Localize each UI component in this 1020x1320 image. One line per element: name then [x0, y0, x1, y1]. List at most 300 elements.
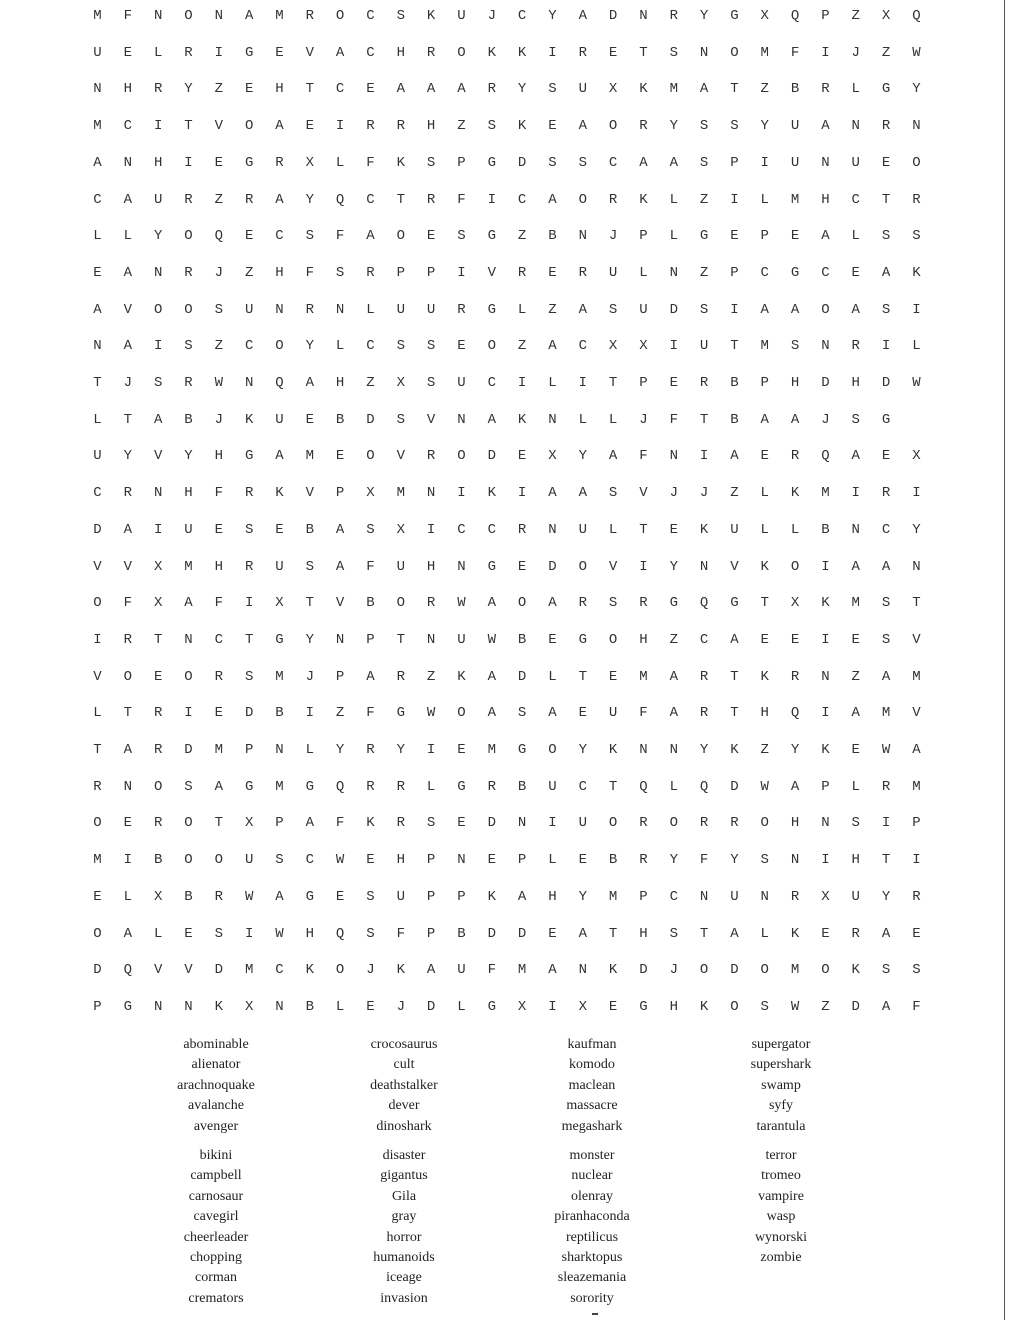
grid-letter: E	[608, 998, 618, 1015]
grid-letter: D	[851, 998, 860, 1015]
grid-letter: Y	[912, 81, 921, 98]
grid-letter: R	[821, 81, 830, 98]
grid-letter: N	[335, 631, 345, 648]
grid-letter: E	[426, 228, 436, 245]
grid-letter: U	[396, 888, 405, 905]
grid-letter: J	[608, 228, 618, 245]
word-list-item: swamp	[761, 1077, 801, 1093]
grid-letter: A	[669, 705, 678, 722]
word-group	[681, 1035, 881, 1137]
grid-letter: S	[244, 521, 254, 538]
word-list-item: alienator	[191, 1057, 241, 1073]
grid-letter: D	[639, 962, 648, 979]
grid-letter: S	[517, 705, 527, 722]
word-list-item: piranhaconda	[554, 1209, 630, 1225]
grid-letter: I	[426, 742, 436, 758]
grid-letter: I	[93, 631, 102, 648]
grid-letter: K	[366, 815, 375, 832]
grid-letter: S	[396, 338, 405, 355]
grid-letter: A	[335, 521, 345, 538]
grid-letter: O	[578, 558, 587, 575]
grid-letter: O	[548, 742, 557, 758]
word-list	[0, 1030, 1020, 1320]
grid-letter: T	[730, 705, 739, 722]
word-list-item: cavegirl	[193, 1209, 239, 1225]
word-group	[116, 1146, 316, 1309]
grid-letter: X	[153, 595, 163, 612]
grid-letter: W	[790, 998, 800, 1015]
grid-letter: C	[578, 338, 587, 355]
grid-letter: K	[639, 81, 648, 98]
grid-letter: E	[305, 411, 314, 428]
grid-letter: I	[214, 44, 224, 61]
grid-letter: E	[669, 375, 678, 391]
grid-letter: R	[214, 668, 224, 685]
grid-letter: J	[214, 264, 224, 281]
grid-letter: V	[912, 705, 921, 722]
grid-letter: P	[275, 815, 284, 832]
grid-letter: M	[305, 448, 314, 465]
grid-letter: H	[335, 375, 345, 391]
grid-letter: B	[305, 998, 314, 1015]
grid-letter: Z	[760, 742, 769, 758]
grid-letter: A	[790, 301, 800, 318]
grid-letter: X	[244, 815, 254, 832]
grid-letter: Y	[669, 852, 678, 869]
grid-letter: Q	[821, 448, 830, 465]
grid-letter: L	[517, 301, 527, 318]
grid-letter: H	[153, 154, 163, 171]
grid-letter: Y	[578, 448, 587, 465]
grid-letter: J	[214, 411, 224, 428]
word-list-item: arachnoquake	[177, 1077, 255, 1093]
grid-letter: P	[639, 888, 648, 905]
grid-letter: I	[153, 338, 163, 355]
grid-letter: K	[275, 485, 284, 502]
word-list-item: corman	[195, 1270, 237, 1286]
word-list-item: bikini	[199, 1147, 233, 1163]
grid-letter: A	[578, 485, 587, 502]
grid-letter: O	[153, 301, 163, 318]
grid-letter: I	[881, 338, 891, 355]
grid-letter: B	[730, 411, 739, 428]
grid-letter: Y	[123, 448, 133, 465]
grid-letter: A	[578, 118, 587, 135]
grid-letter: A	[548, 705, 557, 722]
grid-letter: M	[244, 962, 254, 979]
grid-letter: I	[912, 485, 921, 502]
grid-letter: H	[275, 81, 284, 98]
grid-letter: B	[730, 375, 739, 391]
grid-letter: N	[851, 521, 860, 538]
word-list-item: chopping	[189, 1249, 243, 1265]
grid-letter: I	[821, 44, 830, 61]
grid-letter: G	[275, 631, 284, 648]
grid-letter: A	[305, 375, 314, 391]
grid-letter: Q	[335, 778, 345, 795]
grid-letter: E	[214, 154, 224, 171]
grid-letter: K	[760, 668, 769, 685]
grid-letter: I	[548, 998, 557, 1015]
grid-letter: E	[881, 154, 891, 171]
grid-letter: A	[881, 925, 891, 942]
word-group	[304, 1146, 504, 1309]
word-list-item: tromeo	[761, 1168, 801, 1184]
grid-letter: C	[487, 375, 496, 391]
grid-letter: Q	[123, 962, 133, 979]
grid-letter: A	[548, 595, 557, 612]
grid-letter: R	[912, 888, 921, 905]
grid-letter: C	[123, 118, 133, 135]
grid-letter: I	[244, 595, 254, 612]
grid-letter: V	[93, 558, 102, 575]
grid-letter: I	[730, 191, 739, 208]
grid-letter: Z	[214, 191, 224, 208]
grid-letter: A	[275, 118, 284, 135]
grid-letter: R	[153, 815, 163, 832]
grid-letter: W	[335, 852, 345, 869]
grid-letter: P	[760, 375, 769, 391]
grid-letter: R	[699, 815, 709, 832]
grid-letter: N	[93, 338, 102, 355]
grid-letter: Y	[669, 118, 678, 135]
grid-letter: T	[639, 521, 648, 538]
grid-letter: M	[275, 778, 284, 795]
grid-letter: E	[366, 81, 375, 98]
grid-letter: Q	[912, 8, 921, 24]
grid-letter: Y	[335, 742, 345, 758]
grid-letter: I	[548, 44, 557, 61]
grid-letter: E	[93, 888, 102, 905]
grid-letter: D	[669, 301, 678, 318]
grid-letter: S	[366, 888, 375, 905]
grid-letter: K	[608, 742, 618, 758]
grid-letter: O	[184, 228, 193, 245]
grid-letter: V	[123, 558, 133, 575]
word-list-item: gigantus	[380, 1168, 428, 1184]
grid-letter: Y	[548, 8, 557, 24]
grid-letter: M	[517, 962, 527, 979]
grid-letter: E	[93, 264, 102, 281]
grid-letter: R	[699, 668, 709, 685]
grid-letter: T	[244, 631, 254, 648]
grid-letter: R	[487, 81, 496, 98]
grid-letter: R	[426, 448, 436, 465]
grid-letter: P	[517, 852, 527, 869]
grid-letter: U	[244, 301, 254, 318]
grid-letter: H	[790, 375, 800, 391]
grid-letter: U	[548, 778, 557, 795]
grid-letter: C	[305, 852, 314, 869]
grid-letter: V	[214, 118, 224, 135]
grid-letter: H	[426, 558, 436, 575]
grid-letter: K	[487, 888, 496, 905]
grid-letter: G	[305, 888, 314, 905]
grid-letter: U	[426, 301, 436, 318]
grid-letter: M	[790, 962, 800, 979]
grid-letter: U	[578, 521, 587, 538]
grid-letter: T	[881, 191, 891, 208]
grid-letter: K	[821, 595, 830, 612]
grid-letter: A	[123, 742, 133, 758]
grid-letter: P	[730, 154, 739, 171]
grid-letter: F	[366, 705, 375, 722]
grid-letter: P	[396, 264, 405, 281]
grid-letter: R	[366, 778, 375, 795]
word-list-item: cremators	[188, 1290, 244, 1306]
grid-letter: R	[93, 778, 102, 795]
grid-letter: E	[487, 852, 496, 869]
grid-letter: A	[881, 558, 891, 575]
grid-letter: E	[608, 44, 618, 61]
grid-letter: M	[790, 191, 800, 208]
grid-letter: T	[153, 631, 163, 648]
grid-letter: V	[184, 962, 193, 979]
grid-letter: H	[396, 44, 405, 61]
grid-letter: N	[821, 815, 830, 832]
grid-letter: D	[487, 925, 496, 942]
grid-letter: U	[730, 521, 739, 538]
grid-letter: L	[335, 338, 345, 355]
grid-letter: I	[244, 925, 254, 942]
grid-letter: S	[184, 778, 193, 795]
grid-letter: U	[184, 521, 193, 538]
grid-letter: U	[275, 558, 284, 575]
grid-letter: C	[760, 264, 769, 281]
grid-letter: S	[912, 962, 921, 979]
grid-letter: E	[548, 118, 557, 135]
grid-letter: M	[608, 888, 618, 905]
grid-letter: E	[275, 44, 284, 61]
grid-letter: E	[760, 631, 769, 648]
grid-letter: A	[305, 815, 314, 832]
grid-letter: I	[426, 521, 436, 538]
grid-letter: J	[699, 485, 709, 502]
word-list-item: monster	[569, 1147, 615, 1163]
grid-letter: F	[396, 925, 405, 942]
grid-letter: N	[821, 338, 830, 355]
grid-letter: S	[881, 962, 891, 979]
grid-letter: E	[669, 521, 678, 538]
grid-letter: I	[457, 485, 466, 502]
grid-letter: I	[821, 852, 830, 869]
grid-letter: I	[578, 375, 587, 391]
grid-letter: L	[93, 705, 102, 722]
grid-letter: E	[214, 705, 224, 722]
grid-letter: Z	[548, 301, 557, 318]
grid-letter: E	[457, 742, 466, 758]
grid-letter: R	[214, 888, 224, 905]
grid-letter: B	[366, 595, 375, 612]
grid-letter: A	[487, 705, 496, 722]
grid-letter: K	[426, 8, 436, 24]
grid-letter: D	[487, 448, 496, 465]
grid-letter: P	[426, 925, 436, 942]
grid-letter: O	[578, 191, 587, 208]
grid-letter: O	[730, 44, 739, 61]
grid-letter: R	[578, 595, 587, 612]
grid-letter: P	[366, 631, 375, 648]
grid-letter: N	[244, 375, 254, 391]
grid-letter: P	[244, 742, 254, 758]
word-list-item: humanoids	[373, 1249, 435, 1265]
grid-letter: T	[608, 778, 618, 795]
grid-letter: D	[730, 778, 739, 795]
grid-letter: H	[821, 191, 830, 208]
grid-letter: G	[730, 8, 739, 24]
grid-letter: D	[214, 962, 224, 979]
grid-letter: M	[881, 705, 891, 722]
grid-letter: G	[487, 154, 496, 171]
grid-letter: H	[639, 925, 648, 942]
word-list-item: olenray	[571, 1188, 613, 1204]
grid-letter: Y	[396, 742, 405, 758]
grid-letter: N	[821, 154, 830, 171]
grid-letter: G	[487, 998, 496, 1015]
grid-letter: A	[426, 81, 436, 98]
grid-letter: Z	[851, 668, 860, 685]
grid-letter: W	[881, 742, 891, 758]
grid-letter: A	[578, 925, 587, 942]
grid-letter: O	[912, 154, 921, 171]
grid-letter: H	[184, 485, 193, 502]
grid-letter: A	[487, 668, 496, 685]
grid-letter: L	[851, 81, 860, 98]
grid-letter: O	[184, 668, 193, 685]
grid-letter: S	[608, 595, 618, 612]
grid-letter: M	[821, 485, 830, 502]
grid-letter: S	[548, 81, 557, 98]
grid-letter: L	[305, 742, 314, 758]
grid-letter: K	[760, 558, 769, 575]
grid-letter: K	[517, 44, 527, 61]
grid-letter: T	[305, 81, 314, 98]
grid-letter: X	[548, 448, 557, 465]
grid-letter: U	[851, 888, 860, 905]
grid-letter: Y	[153, 228, 163, 245]
grid-letter: L	[366, 301, 375, 318]
grid-letter: P	[457, 154, 466, 171]
grid-letter: I	[153, 118, 163, 135]
grid-letter: K	[699, 998, 709, 1015]
grid-letter: Z	[881, 44, 891, 61]
grid-letter: L	[335, 154, 345, 171]
grid-letter: V	[153, 962, 163, 979]
grid-letter: S	[881, 301, 891, 318]
grid-letter: T	[608, 925, 618, 942]
word-list-item: deathstalker	[370, 1077, 438, 1093]
grid-letter: F	[639, 448, 648, 465]
grid-letter: R	[639, 815, 648, 832]
grid-letter: H	[760, 705, 769, 722]
grid-letter: C	[93, 485, 102, 502]
grid-letter: K	[790, 485, 800, 502]
grid-letter: I	[699, 448, 709, 465]
grid-letter: E	[548, 925, 557, 942]
grid-letter: S	[608, 485, 618, 502]
word-column	[492, 1035, 692, 1318]
grid-letter: G	[305, 778, 314, 795]
grid-letter: Y	[305, 631, 314, 648]
grid-letter: O	[214, 852, 224, 869]
grid-letter: S	[881, 595, 891, 612]
grid-letter: O	[93, 595, 102, 612]
grid-letter: X	[881, 8, 891, 24]
grid-letter: A	[244, 8, 254, 24]
grid-letter: Q	[214, 228, 224, 245]
grid-letter: S	[669, 925, 678, 942]
grid-letter: B	[821, 521, 830, 538]
grid-letter: T	[123, 705, 133, 722]
grid-letter: F	[214, 485, 224, 502]
grid-letter: U	[275, 411, 284, 428]
grid-letter: M	[760, 338, 769, 355]
grid-letter: S	[760, 998, 769, 1015]
grid-letter: G	[487, 558, 496, 575]
grid-letter: V	[335, 595, 345, 612]
word-list-item: disaster	[382, 1147, 426, 1163]
grid-letter: I	[184, 705, 193, 722]
grid-letter: L	[669, 228, 678, 245]
grid-letter: K	[699, 521, 709, 538]
grid-letter: A	[396, 81, 405, 98]
grid-letter: S	[548, 154, 557, 171]
grid-letter: Z	[851, 8, 860, 24]
grid-letter: N	[699, 44, 709, 61]
grid-letter: J	[851, 44, 860, 61]
grid-letter: O	[821, 301, 830, 318]
word-list-item: maclean	[568, 1077, 616, 1093]
grid-letter: R	[457, 301, 466, 318]
grid-letter: A	[851, 705, 860, 722]
grid-letter: I	[184, 154, 193, 171]
grid-letter: L	[548, 668, 557, 685]
grid-letter: B	[153, 852, 163, 869]
grid-letter: N	[426, 485, 436, 502]
grid-letter: Q	[639, 778, 648, 795]
grid-letter: H	[790, 815, 800, 832]
grid-letter: R	[912, 191, 921, 208]
grid-letter: U	[244, 852, 254, 869]
grid-letter: C	[851, 191, 860, 208]
grid-letter: S	[578, 154, 587, 171]
grid-letter: Y	[730, 852, 739, 869]
grid-letter: F	[790, 44, 800, 61]
grid-letter: E	[790, 631, 800, 648]
grid-letter: U	[457, 8, 466, 24]
grid-letter: D	[517, 668, 527, 685]
grid-letter: G	[457, 778, 466, 795]
grid-letter: K	[517, 411, 527, 428]
grid-letter: V	[487, 264, 496, 281]
grid-letter: S	[760, 852, 769, 869]
grid-letter: M	[669, 81, 678, 98]
grid-letter: I	[639, 558, 648, 575]
grid-letter: E	[366, 998, 375, 1015]
grid-letter: K	[396, 962, 405, 979]
grid-letter: T	[608, 375, 618, 391]
grid-letter: V	[123, 301, 133, 318]
grid-letter: I	[548, 815, 557, 832]
grid-letter: K	[396, 154, 405, 171]
grid-letter: R	[275, 154, 284, 171]
grid-letter: K	[487, 485, 496, 502]
grid-letter: L	[153, 44, 163, 61]
word-list-item: supershark	[750, 1057, 812, 1073]
grid-letter: X	[153, 558, 163, 575]
grid-letter: Z	[669, 631, 678, 648]
grid-letter: E	[517, 448, 527, 465]
